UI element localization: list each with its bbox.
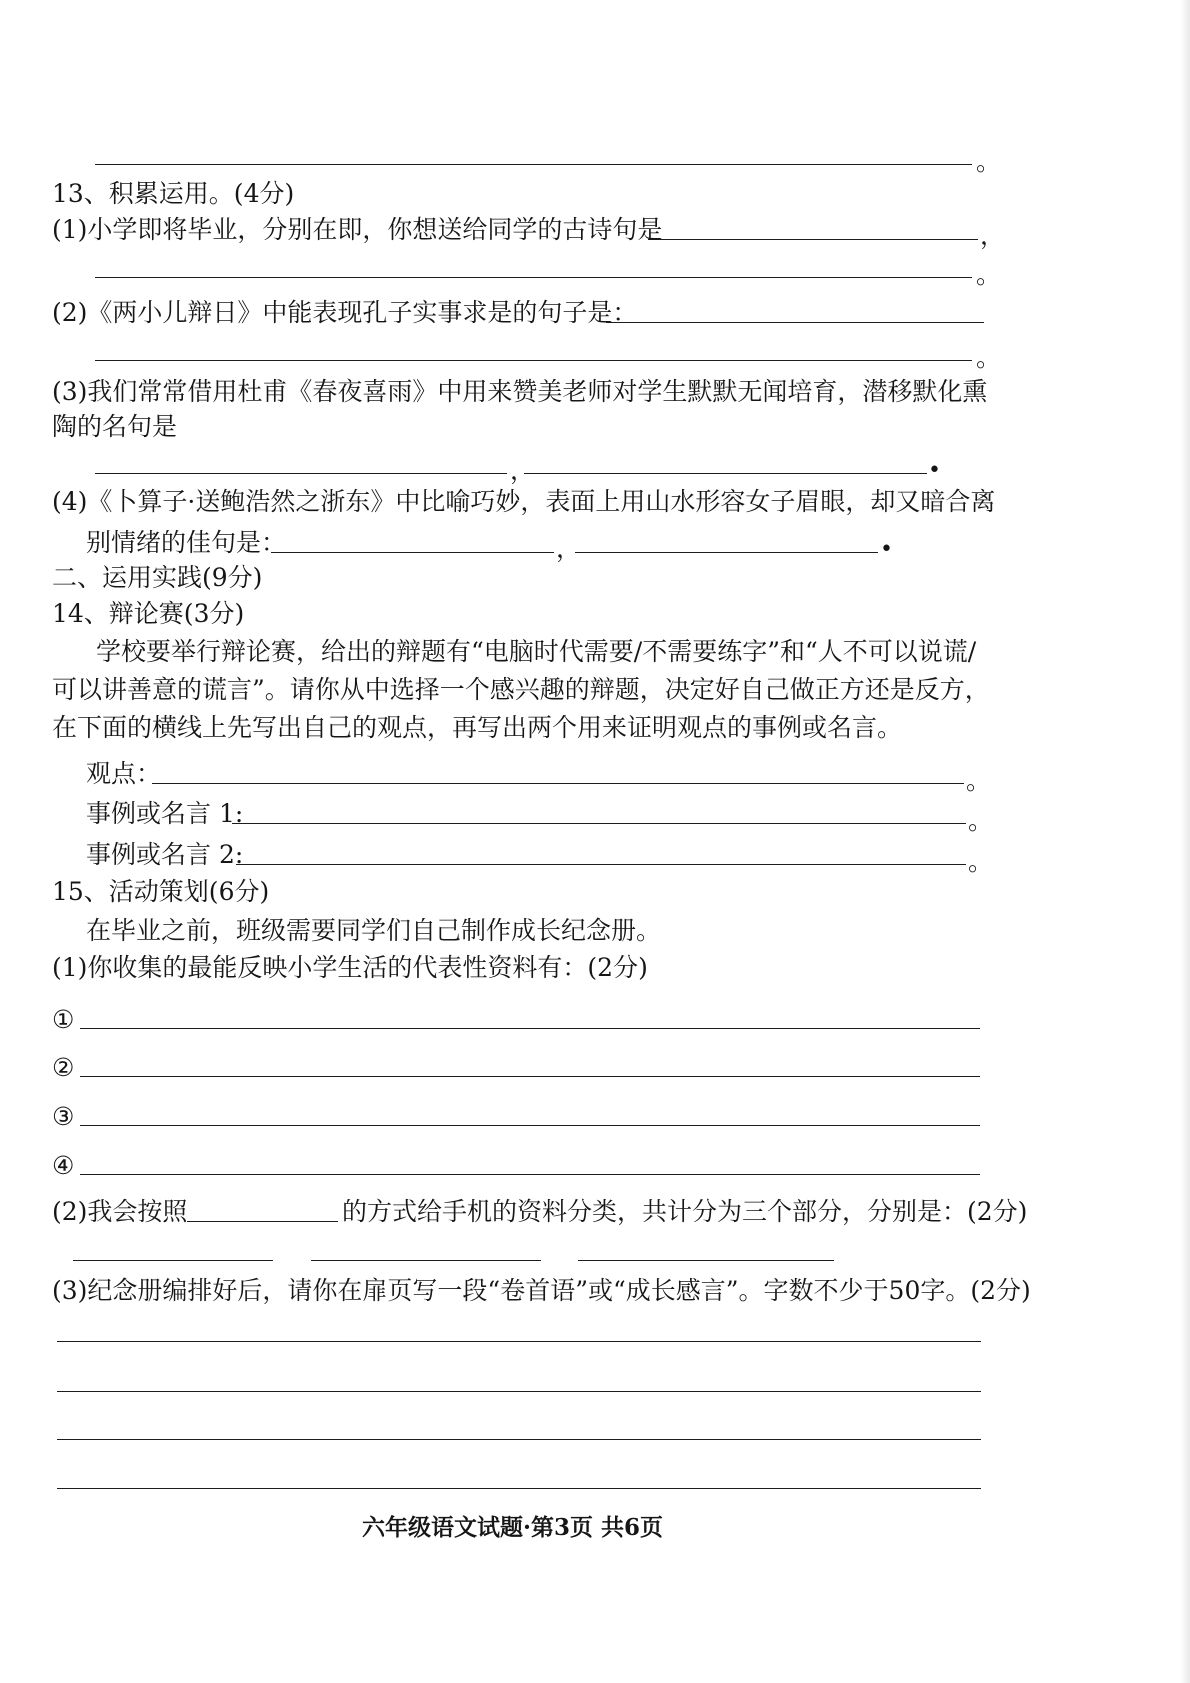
foreword-answer-line-1[interactable] — [57, 1341, 981, 1342]
q15-intro: 在毕业之前，班级需要同学们自己制作成长纪念册。 — [86, 916, 662, 945]
viewpoint-label: 观点： — [86, 759, 162, 788]
material-answer-line-3[interactable] — [80, 1125, 980, 1126]
answer-line-top[interactable] — [95, 164, 972, 165]
example1-label: 事例或名言 1: — [86, 799, 244, 828]
q14-intro-line2: 可以讲善意的谎言”。请你从中选择一个感兴趣的辩题，决定好自己做正方还是反方， — [52, 675, 990, 704]
foreword-answer-line-4[interactable] — [57, 1488, 981, 1489]
period-mark: 。 — [976, 147, 1002, 176]
category-answer-line-2[interactable] — [311, 1260, 541, 1261]
q13-part2-answer-line-b[interactable] — [95, 360, 972, 361]
material-answer-line-2[interactable] — [80, 1076, 980, 1077]
period-mark: 。 — [968, 806, 994, 835]
q13-part4-prompt-line2: 别情绪的佳句是： — [86, 528, 287, 557]
foreword-answer-line-3[interactable] — [57, 1439, 981, 1440]
classify-method-answer-line[interactable] — [187, 1221, 338, 1222]
q13-part3-answer-line-b[interactable] — [524, 473, 927, 474]
q15-title: 15、活动策划(6分) — [52, 877, 270, 906]
q15-part2-prompt-before: (2)我会按照 — [52, 1197, 188, 1226]
q13-part2-answer-line-a[interactable] — [606, 322, 984, 323]
q13-part1-answer-line-a[interactable] — [648, 239, 978, 240]
foreword-answer-line-2[interactable] — [57, 1391, 981, 1392]
q14-title: 14、辩论赛(3分) — [52, 599, 245, 628]
q13-part3-prompt-line2: 陶的名句是 — [52, 412, 178, 441]
section-2-heading: 二、运用实践(9分) — [52, 563, 263, 592]
q15-part2-prompt-after: 的方式给手机的资料分类，共计分为三个部分，分别是：(2分) — [342, 1197, 1028, 1226]
material-answer-line-1[interactable] — [80, 1028, 980, 1029]
q13-part4-answer-line-a[interactable] — [271, 552, 554, 553]
q13-part1-prompt: (1)小学即将毕业，分别在即，你想送给同学的古诗句是 — [52, 215, 663, 244]
item-marker-2: ② — [52, 1053, 75, 1082]
period-mark: 。 — [976, 343, 1002, 372]
q14-intro-line1: 学校要举行辩论赛，给出的辩题有“电脑时代需要/不需要练字”和“人不可以说谎/ — [96, 637, 977, 666]
example1-answer-line[interactable] — [232, 823, 966, 824]
comma-mark: ， — [510, 456, 536, 485]
category-answer-line-3[interactable] — [578, 1260, 834, 1261]
q13-part3-answer-line-a[interactable] — [95, 473, 507, 474]
scan-edge-shadow — [1180, 0, 1190, 1683]
item-marker-3: ③ — [52, 1102, 75, 1131]
comma-mark: ， — [556, 534, 582, 563]
end-dot-mark: • — [928, 458, 941, 483]
q13-part1-answer-line-b[interactable] — [95, 277, 972, 278]
q13-title: 13、积累运用。(4分) — [52, 179, 295, 208]
example2-label: 事例或名言 2: — [86, 840, 244, 869]
viewpoint-answer-line[interactable] — [152, 783, 964, 784]
q13-part2-prompt: (2)《两小儿辩日》中能表现孔子实事求是的句子是： — [52, 298, 638, 327]
page-footer: 六年级语文试题·第3页 共6页 — [362, 1514, 664, 1541]
q13-part3-prompt-line1: (3)我们常常借用杜甫《春夜喜雨》中用来赞美老师对学生默默无闻培育，潜移默化熏 — [52, 377, 988, 406]
period-mark: 。 — [968, 847, 994, 876]
q13-part4-prompt-line1: (4)《卜算子·送鲍浩然之浙东》中比喻巧妙，表面上用山水形容女子眉眼，却又暗合离 — [52, 487, 996, 516]
q14-intro-line3: 在下面的横线上先写出自己的观点，再写出两个用来证明观点的事例或名言。 — [52, 713, 903, 742]
q15-part1-prompt: (1)你收集的最能反映小学生活的代表性资料有：(2分) — [52, 953, 648, 982]
period-mark: 。 — [976, 260, 1002, 289]
end-dot-mark: • — [880, 537, 893, 562]
item-marker-4: ④ — [52, 1151, 75, 1180]
q13-part4-answer-line-b[interactable] — [575, 552, 878, 553]
category-answer-line-1[interactable] — [73, 1260, 273, 1261]
period-mark: 。 — [966, 766, 992, 795]
comma-mark: ， — [980, 221, 1006, 250]
example2-answer-line[interactable] — [236, 864, 966, 865]
material-answer-line-4[interactable] — [80, 1174, 980, 1175]
item-marker-1: ① — [52, 1005, 75, 1034]
q15-part3-prompt: (3)纪念册编排好后，请你在扉页写一段“卷首语”或“成长感言”。字数不少于50字。(2分) — [52, 1276, 1031, 1305]
